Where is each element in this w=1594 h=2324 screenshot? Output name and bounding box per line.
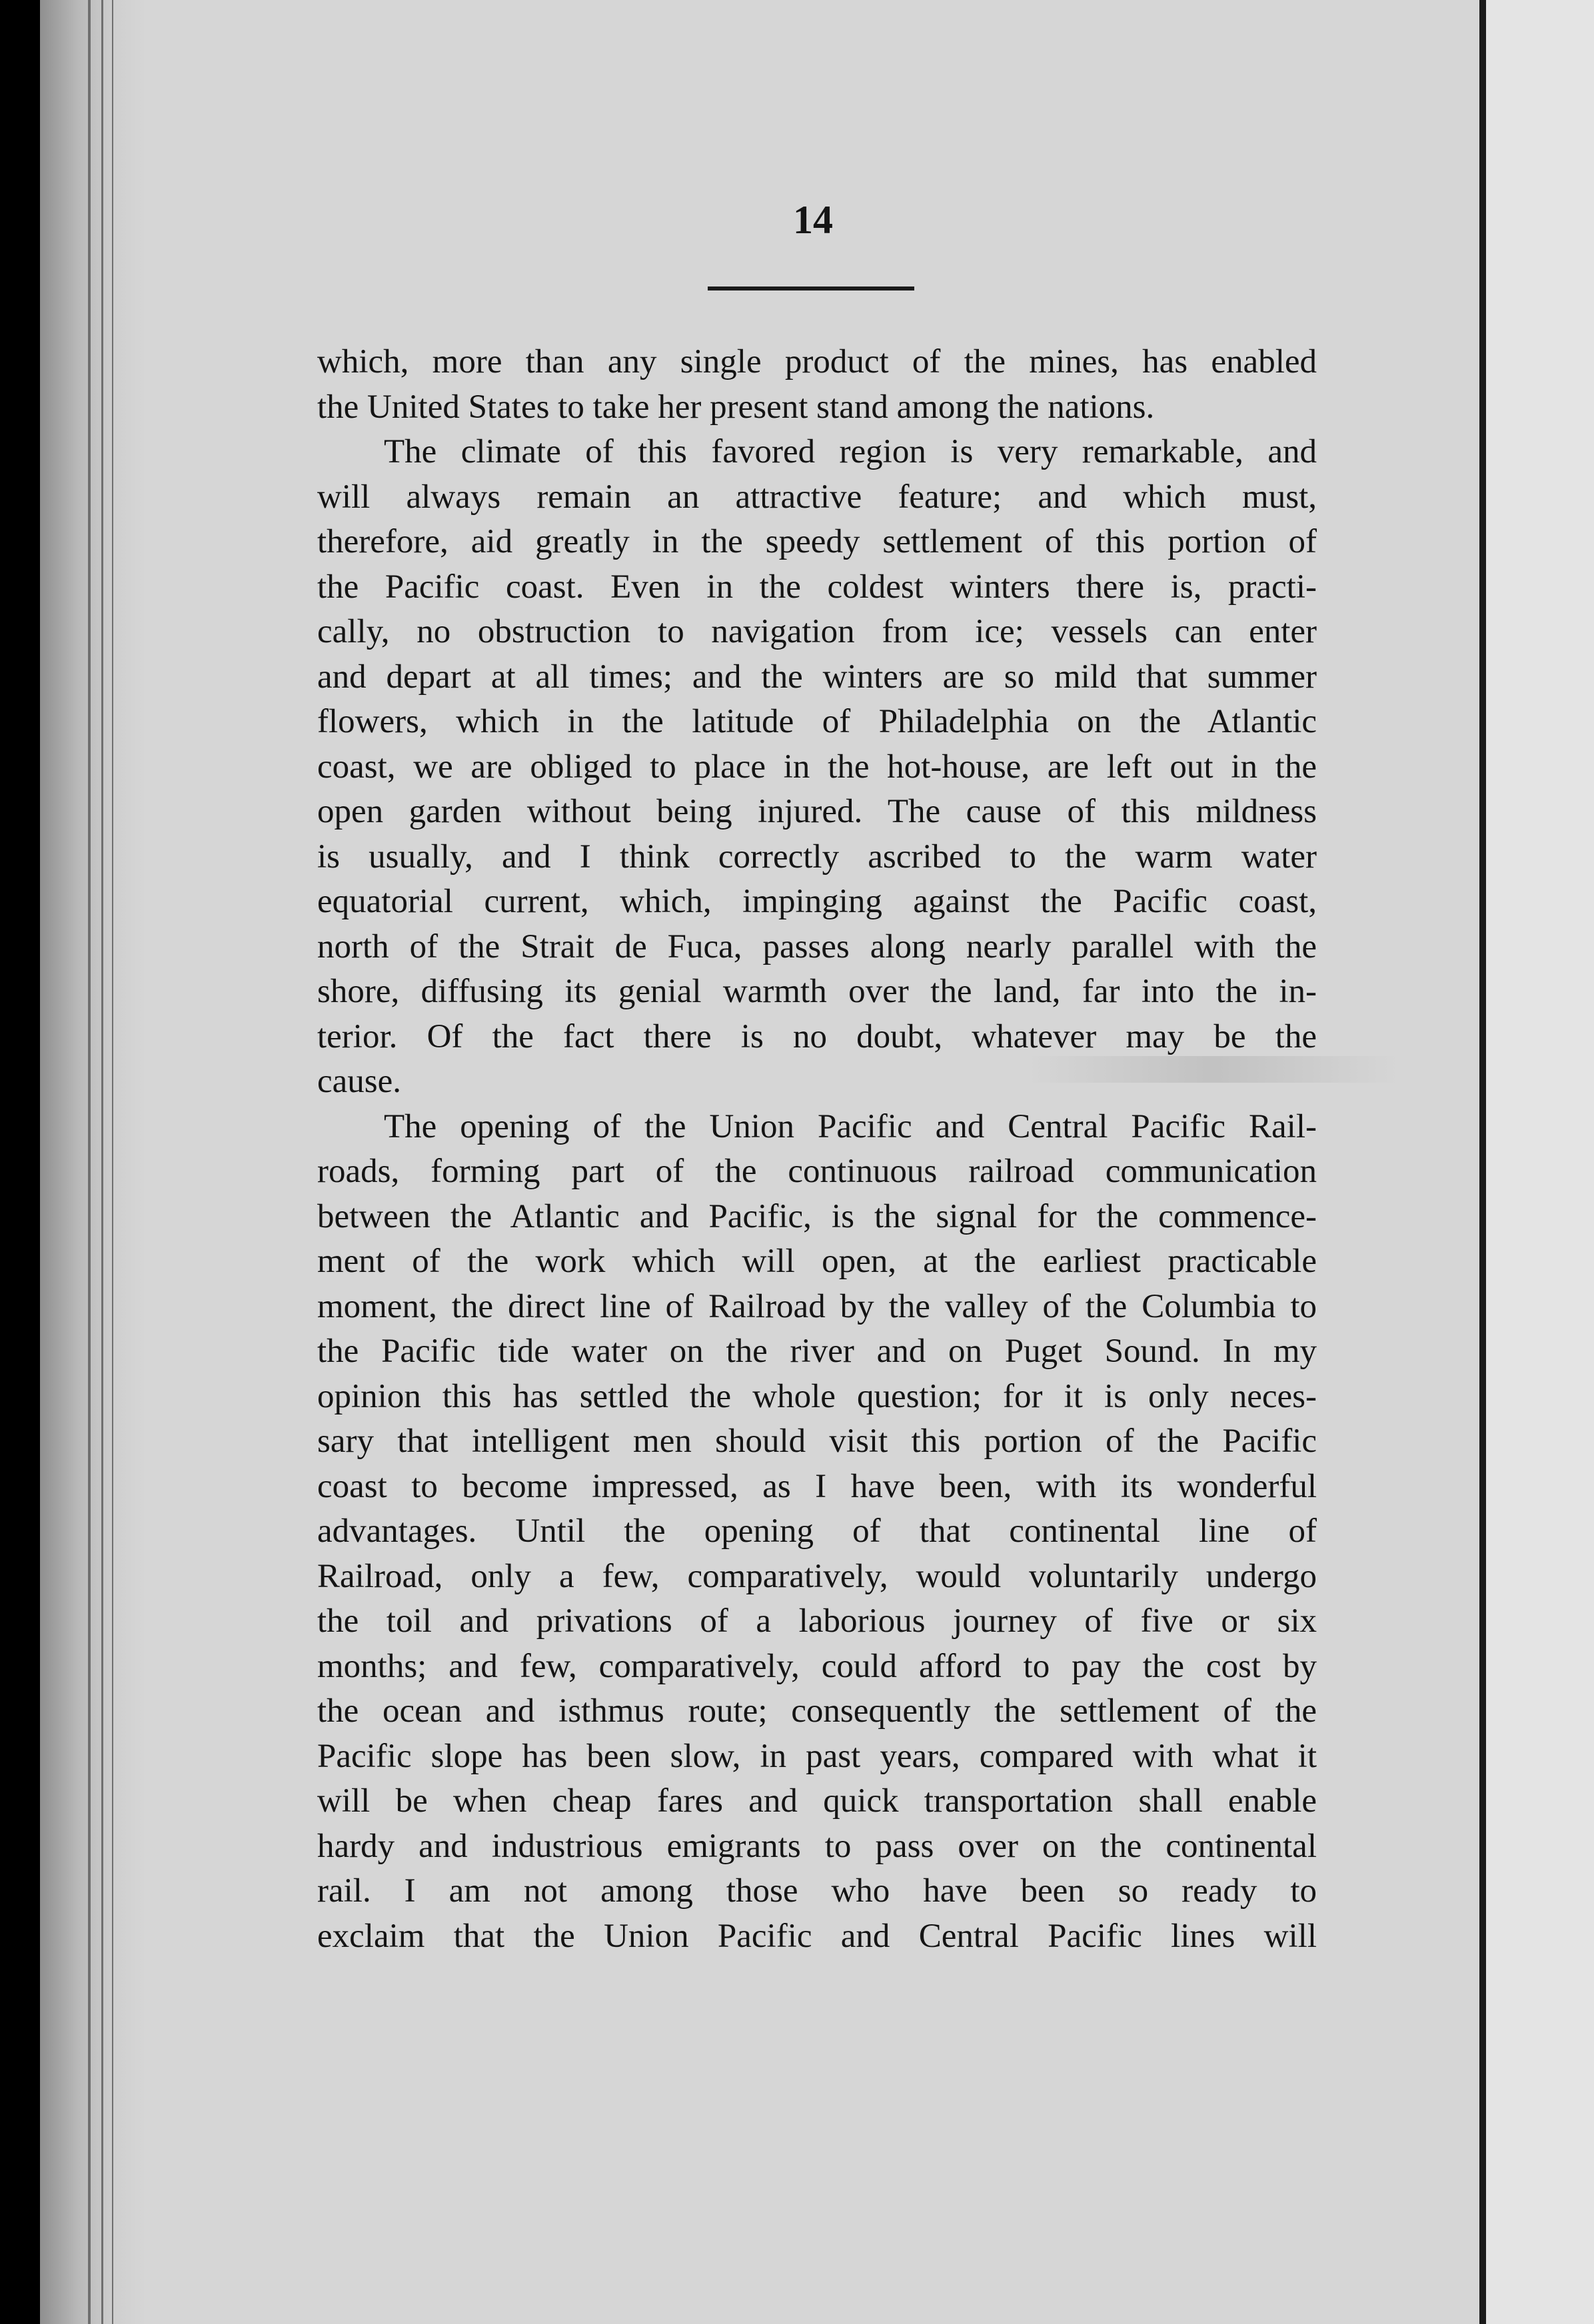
text-line: equatorial current, which, impinging against the Pacific coast, <box>317 883 1317 920</box>
text-line: will always remain an attractive feature; and which must, <box>317 478 1317 516</box>
text-line: roads, forming part of the continuous railroad communication <box>317 1153 1317 1190</box>
text-line: opinion this has settled the whole question; for it is only neces- <box>317 1377 1317 1415</box>
text-line: the Pacific coast. Even in the coldest winters there is, practi- <box>317 568 1317 606</box>
page-edge <box>1479 0 1486 2324</box>
text-line: which, more than any single product of the mines, has enabled <box>317 343 1317 380</box>
text-line: The climate of this favored region is very remarkable, and <box>384 433 1317 470</box>
text-line: shore, diffusing its genial warmth over the land, far into the in- <box>317 973 1317 1010</box>
text-line: north of the Strait de Fuca, passes along nearly parallel with the <box>317 927 1317 965</box>
text-line: Pacific slope has been slow, in past years, compared with what it <box>317 1737 1317 1775</box>
text-line: The opening of the Union Pacific and Central Pacific Rail- <box>384 1107 1317 1145</box>
text-line: exclaim that the Union Pacific and Central Pacific lines will <box>317 1917 1317 1955</box>
text-line: between the Atlantic and Pacific, is the signal for the commence- <box>317 1197 1317 1235</box>
text-line: hardy and industrious emigrants to pass over on the continental <box>317 1827 1317 1865</box>
text-line: cause. <box>317 1063 402 1100</box>
body-text <box>317 340 1317 1959</box>
adjacent-page <box>1486 0 1594 2324</box>
text-line: will be when cheap fares and quick transportation shall enable <box>317 1782 1317 1820</box>
binding-shadow <box>40 0 147 2324</box>
text-line: Railroad, only a few, comparatively, would voluntarily undergo <box>317 1557 1317 1595</box>
text-line: coast, we are obliged to place in the hot-house, are left out in the <box>317 748 1317 786</box>
text-line: and depart at all times; and the winters are so mild that summer <box>317 658 1317 696</box>
text-line: is usually, and I think correctly ascribed to the warm water <box>317 838 1317 875</box>
text-line: the United States to take her present stand among the nations. <box>317 388 1155 426</box>
text-line: ment of the work which will open, at the earliest practicable <box>317 1243 1317 1280</box>
text-line: months; and few, comparatively, could afford to pay the cost by <box>317 1647 1317 1685</box>
text-line: cally, no obstruction to navigation from ice; vessels can enter <box>317 613 1317 650</box>
binding-line <box>88 0 91 2324</box>
header-rule <box>708 287 914 290</box>
text-line: the ocean and isthmus route; consequently the settlement of the <box>317 1692 1317 1730</box>
text-line: moment, the direct line of Railroad by the valley of the Columbia to <box>317 1287 1317 1325</box>
text-line: advantages. Until the opening of that continental line of <box>317 1512 1317 1550</box>
text-line: open garden without being injured. The cause of this mildness <box>317 793 1317 830</box>
text-line: coast to become impressed, as I have been, with its wonderful <box>317 1467 1317 1505</box>
page-number: 14 <box>793 198 833 242</box>
text-line: flowers, which in the latitude of Philadelphia on the Atlantic <box>317 703 1317 740</box>
binding-line <box>112 0 113 2324</box>
text-line: the toil and privations of a laborious journey of five or six <box>317 1602 1317 1640</box>
text-line: therefore, aid greatly in the speedy settlement of this portion of <box>317 523 1317 560</box>
text-line: rail. I am not among those who have been so ready to <box>317 1872 1317 1910</box>
text-line: terior. Of the fact there is no doubt, whatever may be the <box>317 1017 1317 1055</box>
text-line: the Pacific tide water on the river and on Puget Sound. In my <box>317 1333 1317 1370</box>
text-line: sary that intelligent men should visit this portion of the Pacific <box>317 1423 1317 1460</box>
binding-line <box>101 0 103 2324</box>
